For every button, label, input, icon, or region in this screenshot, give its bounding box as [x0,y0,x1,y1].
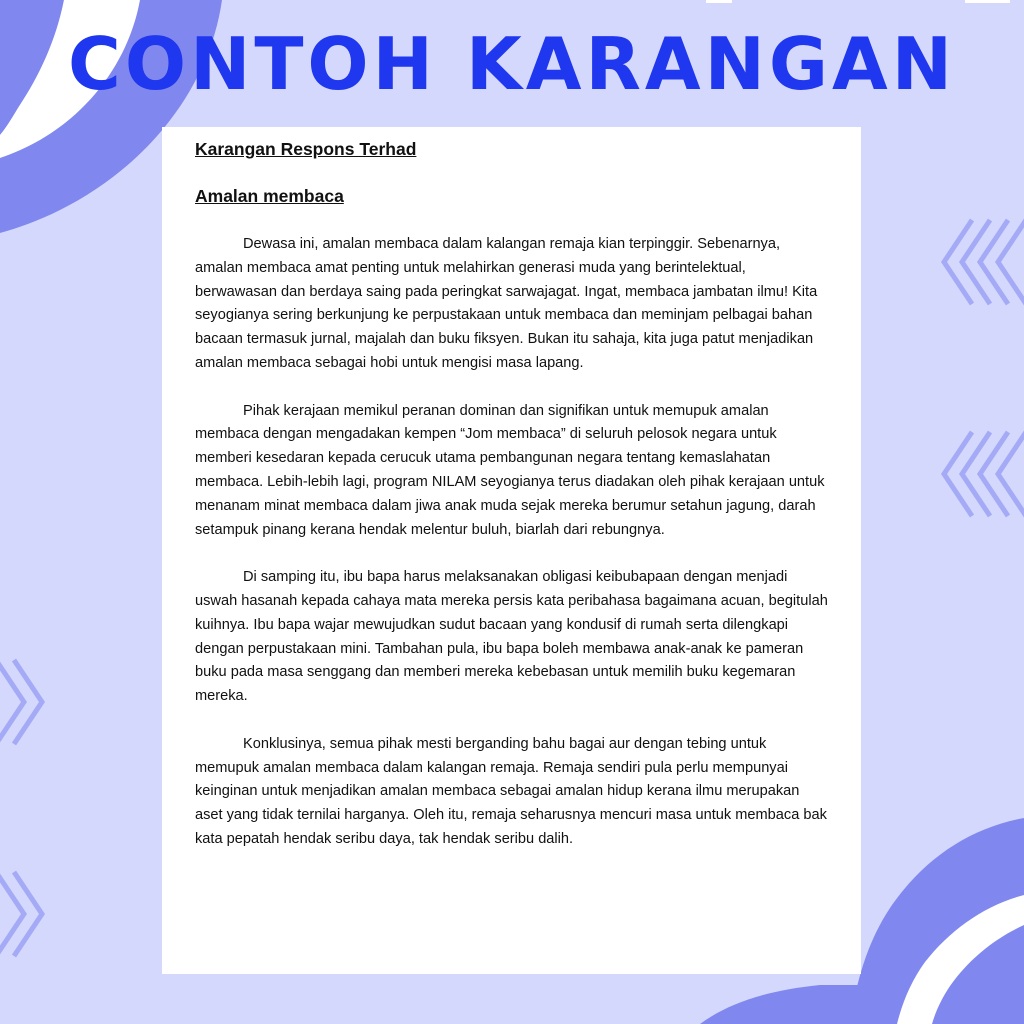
paragraph-3: Di samping itu, ibu bapa harus melaksanakan obligasi keibubapaan dengan menjadi uswah hasanah kepada cahaya mata mereka persis kata peribahasa bagaimana acuan, begitulah kuihnya. Ibu bapa wajar mewujudkan sudut bacaan yang kondusif di rumah serta dilengkapi dengan perpustakaan mini. Tambahan pula, ibu bapa boleh membawa anak-anak ke pameran buku pada masa senggang dan memberi mereka kebebasan untuk memilih buku kegemaran mereka. [195,569,828,705]
wave-bottom-left-right [700,985,862,1024]
paragraph-2: Pihak kerajaan memikul peranan dominan dan signifikan untuk memupuk amalan membaca dengan mengadakan kempen “Jom membaca” di seluruh pelosok negara untuk memberi kesedaran kepada cerucuk utama pembangunan negara tentang kemaslahatan membaca. Lebih-lebih lagi, program NILAM seyogianya terus diadakan oleh pihak kerajaan untuk menanam minat membaca dalam jiwa anak muda sejak mereka berumur setahun jagung, darah setampuk pinang kerana hendak melentur buluh, biarlah dari rebungnya. [195,402,825,538]
white-strip-top-a [706,0,732,3]
poster-title: CONTOH KARANGAN [68,22,956,106]
paragraph-1: Dewasa ini, amalan membaca dalam kalangan remaja kian terpinggir. Sebenarnya, amalan membaca amat penting untuk melahirkan generasi muda yang berintelektual, berwawasan dan berdaya saing pada peringkat sarwajagat. Ingat, membaca jambatan ilmu! Kita seyogianya sering berkunjung ke perpustakaan untuk membaca dan meminjam pelbagai bahan bacaan termasuk jurnal, majalah dan buku fiksyen. Bukan itu sahaja, kita juga patut menjadikan amalan membaca sebagai hobi untuk mengisi masa lapang. [195,236,818,371]
white-strip-top-b [965,0,1010,3]
document-heading-primary: Karangan Respons Terhad [195,139,417,159]
chevron-decoration-left-icon [0,660,42,956]
document-heading-secondary: Amalan membaca [195,186,344,206]
document-page [162,127,861,974]
chevron-decoration-icon [944,220,1024,516]
paragraph-4: Konklusinya, semua pihak mesti berganding bahu bagai aur dengan tebing untuk memupuk amalan membaca dalam kalangan remaja. Remaja sendiri pula perlu mempunyai keinginan untuk menjadikan amalan membaca sebagai amalan hidup kerana ilmu merupakan aset yang tidak ternilai harganya. Oleh itu, remaja seharusnya mencuri masa untuk membaca bak kata pepatah hendak seribu daya, tak hendak seribu dalih. [195,735,827,847]
